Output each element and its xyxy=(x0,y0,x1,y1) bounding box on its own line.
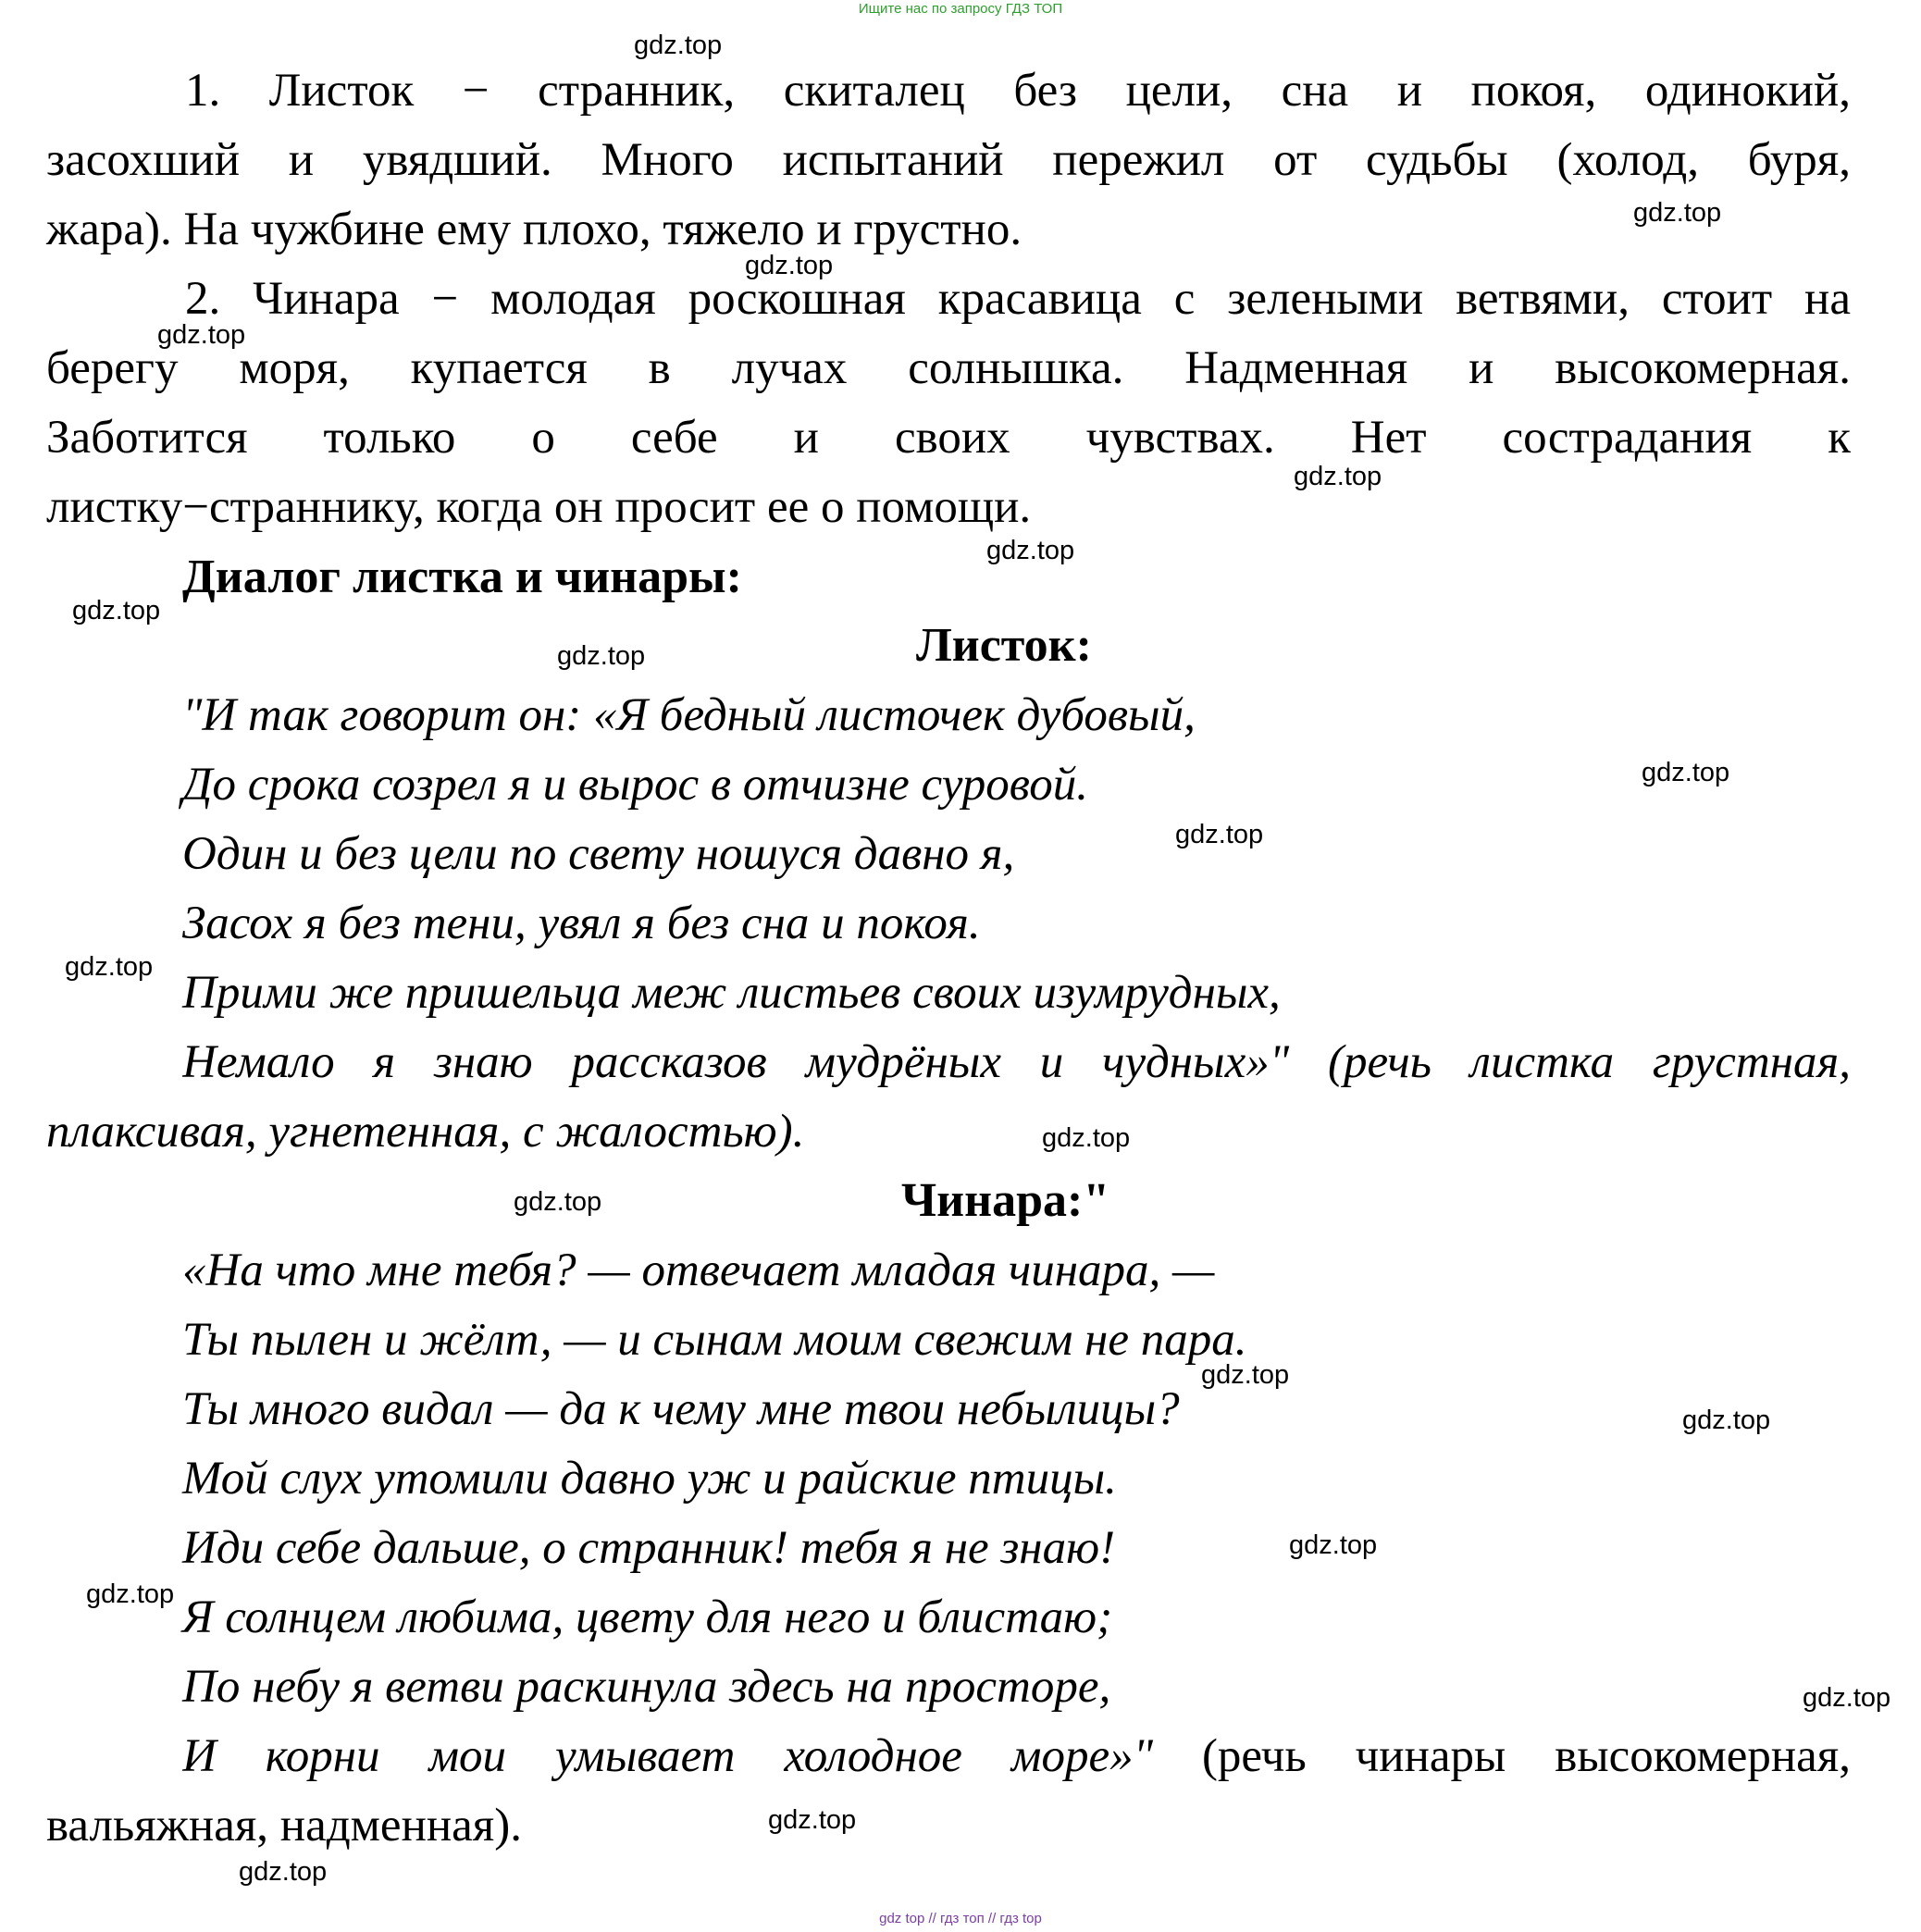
watermark-text: gdz.top xyxy=(1042,1123,1131,1153)
paragraph2-line1: 2. Чинара − молодая роскошная красавица с зелеными ветвями, стоит на xyxy=(185,273,1851,325)
paragraph2-line4: листку−страннику, когда он просит ее о помощи. xyxy=(46,481,1032,533)
watermark-text: gdz.top xyxy=(86,1579,175,1609)
watermark-text: gdz.top xyxy=(1642,758,1730,787)
tree-poem-line: Я солнцем любима, цвету для него и блистаю; xyxy=(182,1591,1113,1643)
paragraph1-line1: 1. Листок − странник, скиталец без цели, сна и покоя, одинокий, xyxy=(185,65,1851,117)
watermark-text: gdz.top xyxy=(72,596,161,625)
leaf-poem-line: "И так говорит он: «Я бедный листочек дубовый, xyxy=(182,689,1196,741)
leaf-poem-line: До срока созрел я и вырос в отчизне суровой. xyxy=(182,759,1088,811)
tree-poem-line: Ты пылен и жёлт, — и сынам моим свежим не пара. xyxy=(182,1314,1247,1366)
paragraph1-line3: жара). На чужбине ему плохо, тяжело и грустно. xyxy=(46,204,1022,255)
watermark-text: gdz.top xyxy=(1175,820,1264,849)
watermark-text: gdz.top xyxy=(634,31,723,60)
top-banner: Ищите нас по запросу ГДЗ ТОП xyxy=(858,1,1063,17)
watermark-text: gdz.top xyxy=(768,1805,857,1835)
tree-heading: Чинара:" xyxy=(901,1174,1110,1227)
tree-poem-line: Ты много видал — да к чему мне твои небылицы? xyxy=(182,1383,1180,1435)
tree-comment-end: вальяжная, надменная). xyxy=(46,1800,522,1852)
watermark-text: gdz.top xyxy=(557,641,646,671)
watermark-text: gdz.top xyxy=(514,1187,602,1217)
paragraph2-line2: берегу моря, купается в лучах солнышка. Надменная и высокомерная. xyxy=(46,342,1851,394)
tree-poem-line: Мой слух утомили давно уж и райские птицы. xyxy=(182,1453,1117,1505)
leaf-poem-line: Засох я без тени, увял я без сна и покоя. xyxy=(182,898,981,949)
tree-poem-line: Иди себе дальше, о странник! тебя я не знаю! xyxy=(182,1522,1116,1574)
watermark-text: gdz.top xyxy=(239,1857,328,1887)
leaf-comment-end: плаксивая, угнетенная, с жалостью). xyxy=(46,1106,805,1158)
watermark-text: gdz.top xyxy=(1633,198,1722,228)
watermark-text: gdz.top xyxy=(1682,1406,1771,1435)
leaf-poem-line: Прими же пришельца меж листьев своих изумрудных, xyxy=(182,967,1281,1019)
watermark-text: gdz.top xyxy=(1289,1530,1378,1560)
leaf-poem-last-line: Немало я знаю рассказов мудрёных и чудных»" (речь листка грустная, xyxy=(182,1036,1851,1088)
paragraph1-line2: засохший и увядший. Много испытаний пережил от судьбы (холод, буря, xyxy=(46,134,1851,186)
tree-poem-last-line-verse: И корни мои умывает холодное море»" xyxy=(182,1730,1153,1782)
watermark-text: gdz.top xyxy=(1803,1683,1891,1713)
paragraph2-line3: Заботится только о себе и своих чувствах. Нет сострадания к xyxy=(46,412,1851,464)
bottom-banner: gdz top // гдз топ // гдз top xyxy=(879,1911,1042,1926)
watermark-text: gdz.top xyxy=(65,952,154,982)
watermark-text: gdz.top xyxy=(1201,1360,1290,1390)
tree-poem-line: «На что мне тебя? — отвечает младая чинара, — xyxy=(182,1245,1215,1296)
watermark-text: gdz.top xyxy=(745,251,834,280)
tree-poem-line: По небу я ветви раскинула здесь на просторе, xyxy=(182,1661,1111,1713)
leaf-poem-line: Один и без цели по свету ношуся давно я, xyxy=(182,828,1015,880)
tree-poem-last-line-comment: (речь чинары высокомерная, xyxy=(1153,1730,1851,1782)
leaf-heading: Листок: xyxy=(916,619,1092,672)
watermark-text: gdz.top xyxy=(157,320,246,350)
watermark-text: gdz.top xyxy=(1294,462,1382,491)
dialog-heading: Диалог листка и чинары: xyxy=(182,551,742,603)
watermark-text: gdz.top xyxy=(986,536,1075,565)
tree-poem-last-line xyxy=(182,1728,1851,1784)
